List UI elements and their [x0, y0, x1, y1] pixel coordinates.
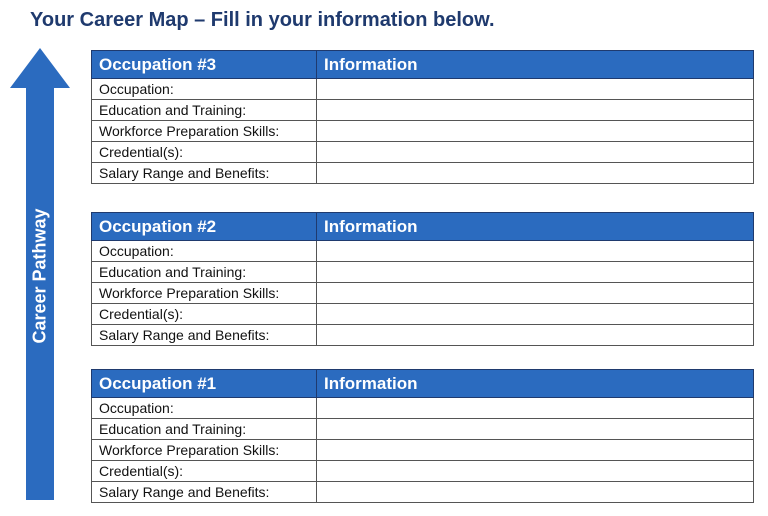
row-label: Credential(s):: [92, 461, 317, 482]
info-cell[interactable]: [317, 304, 754, 325]
info-cell[interactable]: [317, 283, 754, 304]
table-row: [92, 482, 754, 503]
info-cell[interactable]: [317, 79, 754, 100]
table-header-row: [92, 51, 754, 79]
table-row: [92, 419, 754, 440]
info-cell[interactable]: [317, 142, 754, 163]
row-label: Workforce Preparation Skills:: [92, 440, 317, 461]
row-label: Occupation:: [92, 79, 317, 100]
row-label: Education and Training:: [92, 419, 317, 440]
table-row: [92, 398, 754, 419]
info-cell[interactable]: [317, 163, 754, 184]
row-label: Workforce Preparation Skills:: [92, 121, 317, 142]
information-header: Information: [317, 370, 754, 398]
page-title: Your Career Map – Fill in your information below.: [30, 9, 495, 31]
table-row: [92, 142, 754, 163]
row-label: Salary Range and Benefits:: [92, 163, 317, 184]
occupation-header: Occupation #3: [92, 51, 317, 79]
table-row: [92, 325, 754, 346]
occupation-3-table: [91, 50, 754, 184]
info-cell[interactable]: [317, 262, 754, 283]
row-label: Occupation:: [92, 398, 317, 419]
table-row: [92, 461, 754, 482]
info-cell[interactable]: [317, 482, 754, 503]
row-label: Occupation:: [92, 241, 317, 262]
table-row: [92, 79, 754, 100]
information-header: Information: [317, 51, 754, 79]
row-label: Education and Training:: [92, 262, 317, 283]
table-row: [92, 262, 754, 283]
info-cell[interactable]: [317, 325, 754, 346]
occupation-header: Occupation #1: [92, 370, 317, 398]
table-row: [92, 440, 754, 461]
table-row: [92, 241, 754, 262]
row-label: Credential(s):: [92, 142, 317, 163]
info-cell[interactable]: [317, 100, 754, 121]
row-label: Salary Range and Benefits:: [92, 482, 317, 503]
occupation-2-table: [91, 212, 754, 346]
table-row: [92, 163, 754, 184]
table-row: [92, 100, 754, 121]
info-cell[interactable]: [317, 440, 754, 461]
occupation-1-table: [91, 369, 754, 503]
table-header-row: [92, 213, 754, 241]
info-cell[interactable]: [317, 461, 754, 482]
info-cell[interactable]: [317, 121, 754, 142]
row-label: Education and Training:: [92, 100, 317, 121]
occupation-header: Occupation #2: [92, 213, 317, 241]
row-label: Workforce Preparation Skills:: [92, 283, 317, 304]
table-row: [92, 121, 754, 142]
info-cell[interactable]: [317, 419, 754, 440]
arrow-label: Career Pathway: [29, 208, 50, 344]
table-row: [92, 283, 754, 304]
info-cell[interactable]: [317, 398, 754, 419]
info-cell[interactable]: [317, 241, 754, 262]
row-label: Credential(s):: [92, 304, 317, 325]
information-header: Information: [317, 213, 754, 241]
row-label: Salary Range and Benefits:: [92, 325, 317, 346]
table-row: [92, 304, 754, 325]
table-header-row: [92, 370, 754, 398]
